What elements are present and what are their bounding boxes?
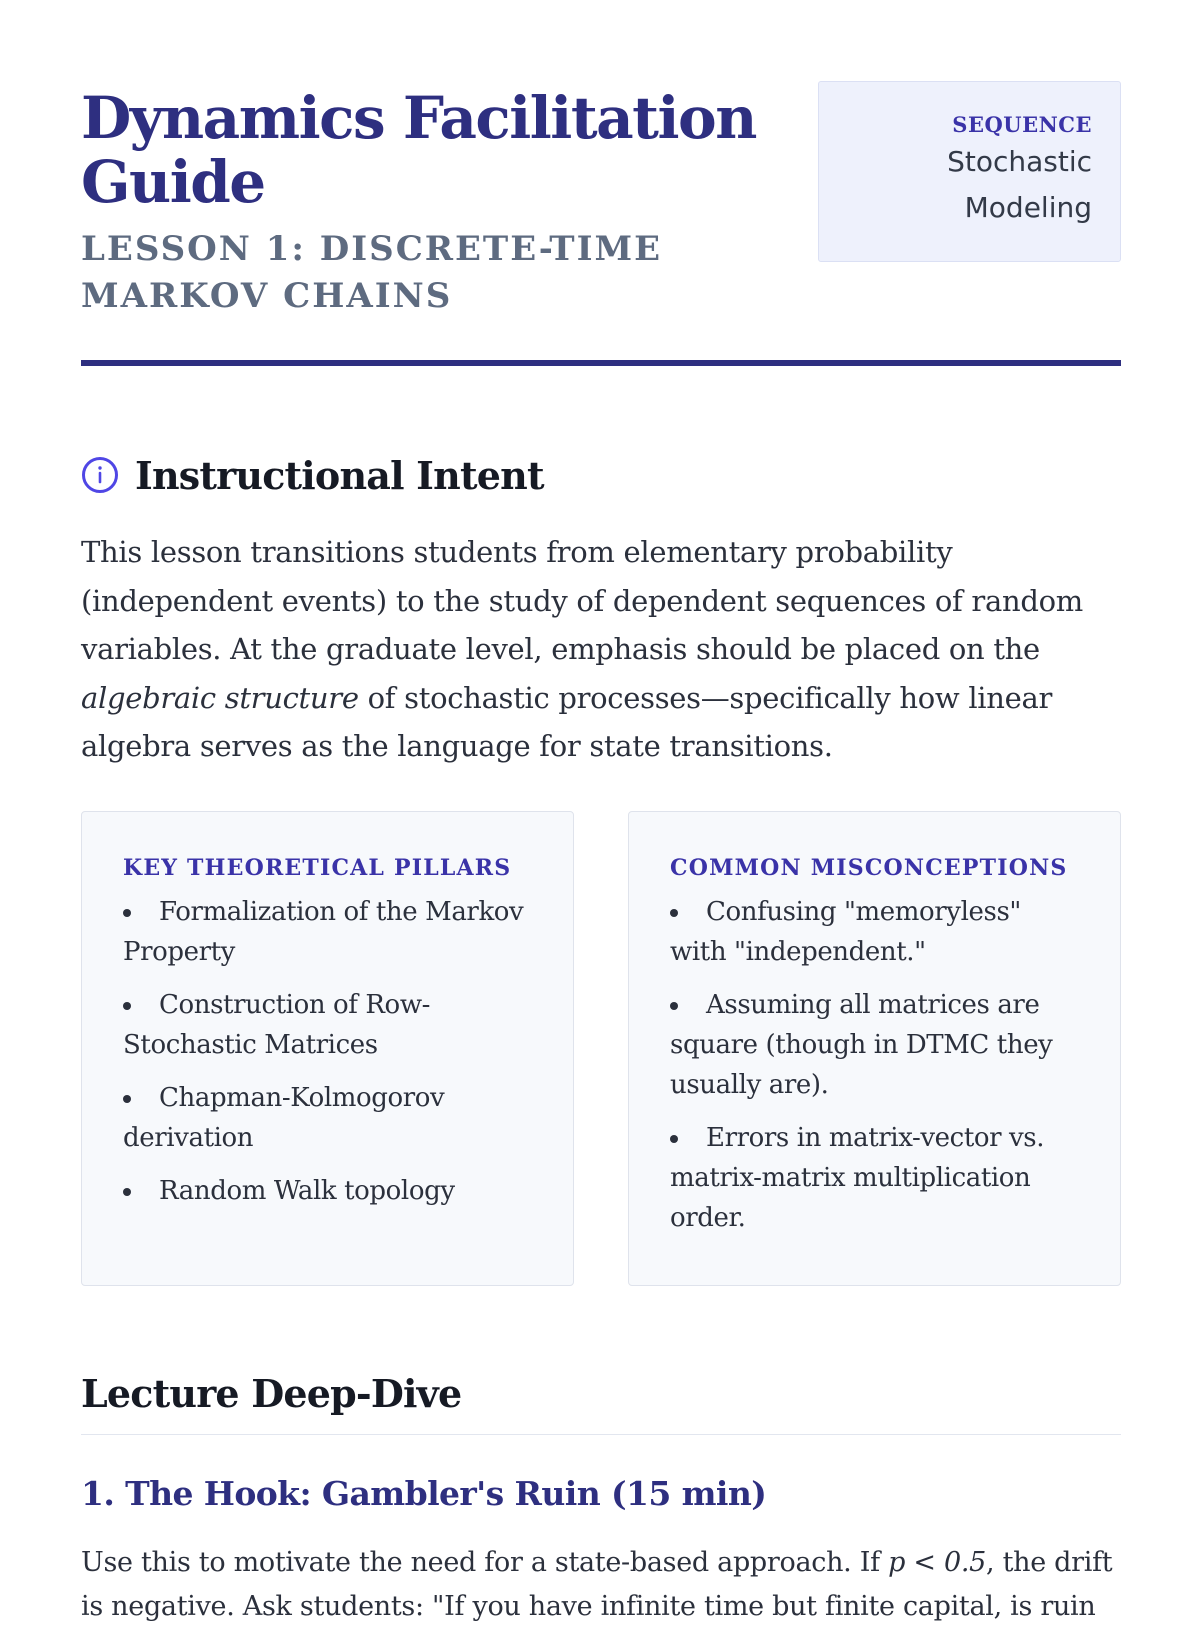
pillars-card [81, 811, 574, 1286]
list-item [670, 985, 1084, 1105]
list-item [670, 1118, 1084, 1238]
list-item-text: Formalization of the Markov Property [123, 897, 524, 967]
bullet-icon [123, 1095, 131, 1103]
page-title: Dynamics Facilitation Guide [81, 84, 756, 216]
list-item [670, 892, 1084, 972]
list-item-text: Confusing "memoryless" with "independent." [670, 897, 1021, 967]
sequence-label: SEQUENCE [952, 112, 1092, 137]
intent-paragraph [81, 528, 1121, 771]
misconceptions-list [670, 892, 1084, 1238]
lecture-text-end: , the drift is negative. Ask students: "If you have infinite time but finite capital, is ruin [81, 1547, 1113, 1622]
misconceptions-title: COMMON MISCONCEPTIONS [670, 855, 1068, 881]
intent-text-end: of stochastic processes—specifically how linear algebra serves as the language for state transitions. [81, 680, 1053, 763]
sequence-box [818, 81, 1121, 262]
facilitation-guide-page [81, 0, 1121, 1622]
list-item-text: Chapman-Kolmogorov derivation [123, 1083, 445, 1153]
list-item [123, 892, 537, 972]
lecture-divider [81, 1434, 1121, 1435]
list-item [123, 1078, 537, 1158]
sequence-value: Stochastic Modeling [947, 145, 1092, 224]
info-icon [81, 456, 119, 494]
list-item-text: Construction of Row-Stochastic Matrices [123, 990, 431, 1060]
lesson-subtitle: LESSON 1: DISCRETE-TIME MARKOV CHAINS [81, 229, 663, 316]
list-item-text: Errors in matrix-vector vs. matrix-matrix multiplication order. [670, 1123, 1045, 1233]
bullet-icon [123, 1188, 131, 1196]
math-expression: p < 0.5 [888, 1547, 987, 1578]
lecture-section-title: 1. The Hook: Gambler's Ruin (15 min) [81, 1474, 767, 1513]
intent-text-start: This lesson transitions students from elementary probability (independent events) to the study of dependent sequences of random variables. At the graduate level, emphasis should be placed on the [81, 535, 1083, 666]
list-item-text: Assuming all matrices are square (though in DTMC they usually are). [670, 990, 1053, 1100]
lecture-text-start: Use this to motivate the need for a state-based approach. If [81, 1547, 889, 1578]
intent-text-emphasis: algebraic structure [81, 680, 359, 715]
bullet-icon [670, 1135, 678, 1143]
page-header [81, 0, 1121, 369]
header-divider [81, 360, 1121, 366]
list-item [123, 1171, 537, 1211]
bullet-icon [123, 1002, 131, 1010]
list-item-text: Random Walk topology [159, 1176, 455, 1206]
section-title: Instructional Intent [135, 452, 544, 498]
lecture-paragraph [81, 1541, 1121, 1629]
pillars-title: KEY THEORETICAL PILLARS [123, 855, 512, 881]
bullet-icon [123, 909, 131, 917]
bullet-icon [670, 909, 678, 917]
bullet-icon [670, 1002, 678, 1010]
list-item [123, 985, 537, 1065]
instructional-intent-heading [81, 447, 544, 503]
misconceptions-card [628, 811, 1121, 1286]
lecture-heading: Lecture Deep-Dive [81, 1371, 462, 1416]
pillars-list [123, 892, 537, 1211]
